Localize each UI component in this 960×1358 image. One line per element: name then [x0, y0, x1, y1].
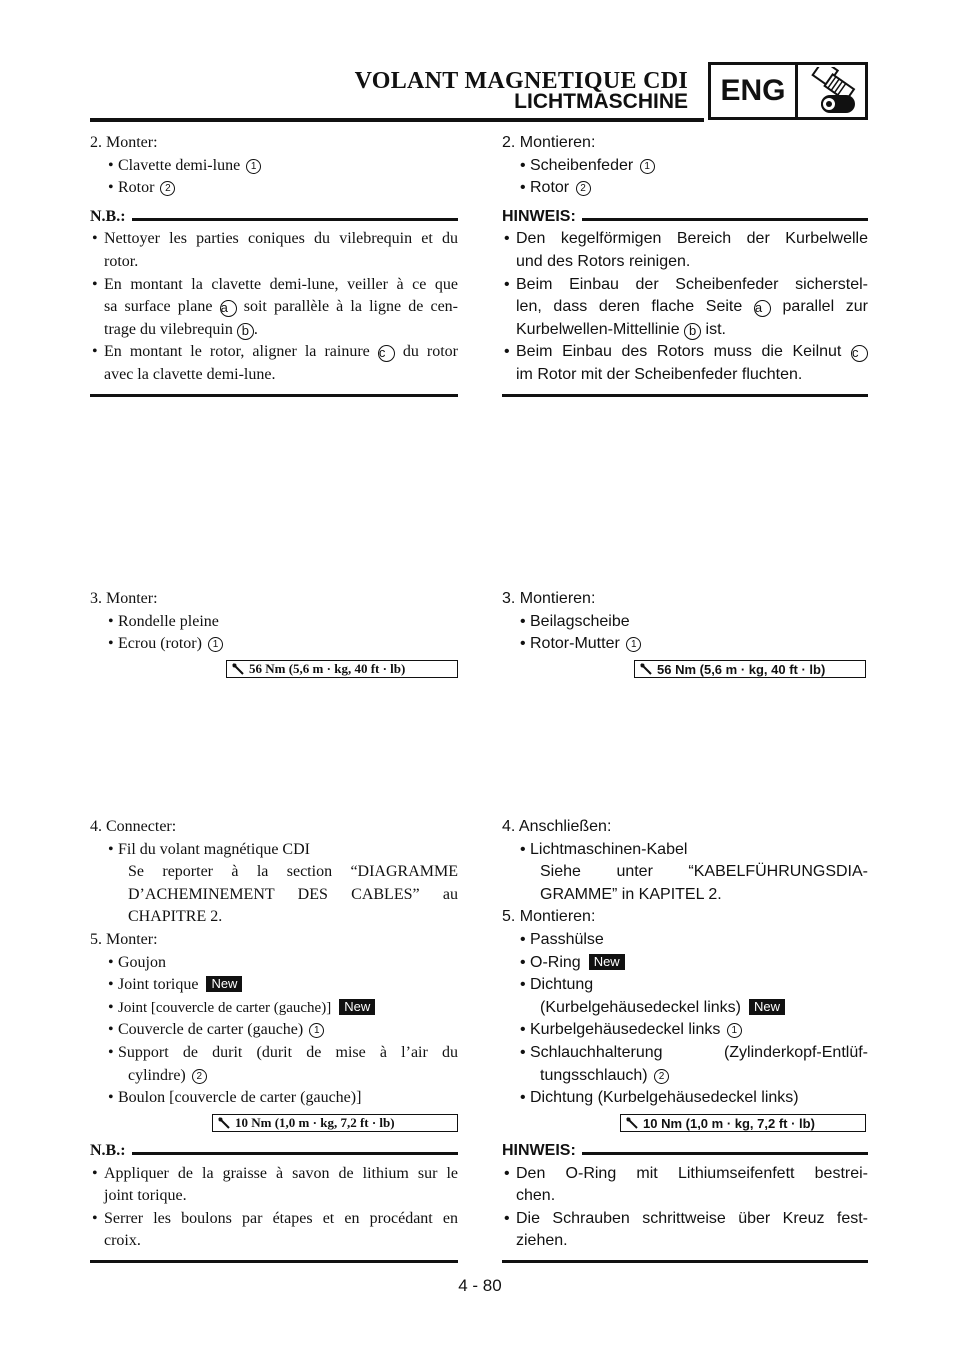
note-text: Beim Einbau des Rotors muss die Keilnut — [516, 343, 842, 361]
note-line: ziehen. — [516, 1232, 568, 1250]
item-text: Scheibenfeder — [530, 156, 634, 174]
note-line: croix. — [104, 1232, 141, 1250]
note-header — [90, 1140, 458, 1163]
note-label: N.B.: — [90, 207, 126, 225]
note-header — [502, 1140, 868, 1163]
ref-number: 1 — [208, 637, 223, 652]
item-text: Couvercle de carter (gauche) — [118, 1021, 304, 1039]
note-item — [502, 341, 868, 386]
engine-bolt-icon — [798, 65, 865, 117]
note-item — [90, 274, 458, 342]
ref-letter: b — [237, 323, 254, 340]
note-line: • Die Schrauben schrittweise über Kreuz fest- — [516, 1209, 868, 1227]
note-line: • Beim Einbau der Scheibenfeder sicherstel- — [516, 275, 868, 293]
note-line: • Den O-Ring mit Lithiumseifenfett bestrei- — [516, 1164, 868, 1182]
list-item — [502, 929, 868, 952]
note-label: HINWEIS: — [502, 207, 576, 225]
list-item — [502, 177, 868, 200]
note-header — [502, 206, 868, 229]
note-line — [104, 296, 458, 319]
right-step3-block — [502, 588, 868, 656]
list-item — [90, 997, 458, 1020]
ref-number: 1 — [727, 1023, 742, 1038]
item-text: tungsschlauch) — [540, 1066, 648, 1084]
note-text: ist. — [705, 320, 726, 338]
list-item: • Support de durit (durit de mise à l’air du — [90, 1042, 458, 1065]
note-line — [516, 319, 868, 342]
divider — [132, 1152, 458, 1155]
left-step3-block — [90, 588, 458, 656]
note-text: trage du vilebrequin — [104, 320, 233, 338]
list-item — [502, 839, 868, 862]
item-text: Beilagscheibe — [530, 612, 630, 630]
right-step2-block — [502, 132, 868, 397]
item-text: Rotor — [118, 179, 155, 197]
header-title-de: LICHTMASCHINE — [514, 90, 688, 113]
torque-spec — [226, 660, 458, 678]
note-item — [502, 1163, 868, 1208]
divider — [132, 218, 458, 221]
item-line: Siehe unter “KABELFÜHRUNGSDIA- — [540, 863, 868, 881]
note-text: . — [253, 320, 258, 338]
item-line: GRAMME” in KAPITEL 2. — [540, 885, 722, 903]
right-note2-block — [502, 1140, 868, 1263]
ref-letter: c — [851, 345, 868, 362]
item-text: (Kurbelgehäusedeckel links) — [540, 998, 741, 1016]
list-item — [502, 952, 868, 975]
note-line: joint torique. — [104, 1187, 187, 1205]
torque-spec — [634, 660, 866, 678]
note-text: du rotor — [402, 343, 459, 361]
section-badge — [708, 62, 868, 120]
torque-value: 10 Nm (1,0 m · kg, 7,2 ft · lb) — [235, 1115, 395, 1130]
ref-number: 1 — [640, 159, 655, 174]
note-line — [516, 296, 868, 319]
list-item — [502, 611, 868, 634]
item-text: Rotor — [530, 179, 570, 197]
note-line: • Serrer les boulons par étapes et en procédant en — [104, 1209, 458, 1227]
step-title: 3. Montieren: — [502, 590, 596, 607]
ref-number: 2 — [160, 181, 175, 196]
note-text: len, dass deren flache Seite — [516, 298, 743, 316]
left-step4-block — [90, 816, 458, 1110]
item-text: Clavette demi-lune — [118, 156, 241, 174]
note-line: • Den kegelförmigen Bereich der Kurbelwelle — [516, 230, 868, 248]
header-title-fr: VOLANT MAGNETIQUE CDI — [354, 68, 688, 94]
torque-spec — [620, 1114, 866, 1132]
list-item — [502, 633, 868, 656]
right-step4-block — [502, 816, 868, 1110]
note-line: • En montant la clavette demi-lune, veiller à ce que — [104, 275, 458, 293]
left-note2-block — [90, 1140, 458, 1263]
header-rule — [90, 118, 704, 122]
item-line: D’ACHEMINEMENT DES CABLES” au — [128, 885, 458, 903]
item-text: Passhülse — [530, 930, 604, 948]
note-item — [502, 1208, 868, 1253]
note-line: im Rotor mit der Scheibenfeder fluchten. — [516, 365, 803, 383]
note-line: avec la clavette demi-lune. — [104, 365, 276, 383]
list-item — [502, 974, 868, 997]
note-label: N.B.: — [90, 1142, 126, 1159]
torque-wrench-icon — [635, 663, 657, 675]
note-item — [90, 228, 458, 273]
step-title: 3. Monter: — [90, 590, 158, 607]
torque-wrench-icon — [227, 663, 249, 675]
step-title: 4. Connecter: — [90, 818, 177, 835]
ref-letter: b — [684, 323, 701, 340]
item-text: Lichtmaschinen-Kabel — [530, 840, 688, 858]
item-text: Goujon — [118, 953, 166, 971]
note-line — [104, 341, 458, 364]
list-item — [90, 952, 458, 975]
step-title: 5. Montieren: — [502, 908, 596, 926]
item-text: Boulon [couvercle de carter (gauche)] — [118, 1089, 362, 1107]
note-line: rotor. — [104, 252, 139, 270]
note-text: parallel zur — [782, 298, 868, 316]
note-text: soit parallèle à la ligne de cen- — [243, 298, 458, 316]
item-text: cylindre) — [128, 1066, 186, 1084]
torque-wrench-icon — [213, 1117, 235, 1129]
item-text: Dichtung — [530, 976, 594, 994]
divider — [582, 1152, 868, 1155]
list-item — [90, 839, 458, 862]
ref-letter: a — [220, 300, 237, 317]
list-item: • Schlauchhalterung (Zylinderkopf-Entlüf- — [502, 1042, 868, 1065]
note-text: Kurbelwellen-Mittellinie — [516, 320, 680, 338]
note-item — [90, 1208, 458, 1253]
item-line — [502, 997, 868, 1020]
step-title: 2. Monter: — [90, 134, 158, 151]
note-line: • Nettoyer les parties coniques du vilebrequin et du — [104, 230, 458, 248]
item-text: Rondelle pleine — [118, 612, 219, 630]
item-line — [90, 1065, 458, 1088]
list-item — [502, 1087, 868, 1110]
list-item — [90, 974, 458, 997]
note-end-rule — [90, 1260, 458, 1263]
note-line: chen. — [516, 1187, 556, 1205]
item-text: Joint torique — [118, 976, 199, 994]
new-part-badge: New — [339, 999, 375, 1015]
list-item — [90, 155, 458, 178]
step-title: 2. Montieren: — [502, 134, 596, 151]
item-text: O-Ring — [530, 953, 581, 971]
list-item — [90, 177, 458, 200]
item-text: Kurbelgehäusedeckel links — [530, 1021, 721, 1039]
list-item — [90, 611, 458, 634]
ref-number: 2 — [576, 181, 591, 196]
item-text: Joint [couvercle de carter (gauche)] — [118, 999, 332, 1016]
note-line: • Appliquer de la graisse à savon de lithium sur le — [104, 1164, 458, 1182]
note-end-rule — [90, 394, 458, 397]
note-item — [90, 1163, 458, 1208]
item-line: CHAPITRE 2. — [128, 908, 223, 926]
item-line — [502, 1065, 868, 1088]
ref-letter: a — [754, 300, 771, 317]
ref-number: 1 — [246, 159, 261, 174]
note-line: und des Rotors reinigen. — [516, 252, 691, 270]
step-title: 4. Anschließen: — [502, 818, 612, 835]
note-end-rule — [502, 394, 868, 397]
new-part-badge: New — [589, 954, 625, 970]
list-item — [90, 633, 458, 656]
ref-letter: c — [378, 345, 395, 362]
new-part-badge: New — [749, 999, 785, 1015]
note-item — [502, 228, 868, 273]
item-text: Rotor-Mutter — [530, 635, 620, 653]
note-end-rule — [502, 1260, 868, 1263]
torque-value: 56 Nm (5,6 m · kg, 40 ft · lb) — [249, 661, 406, 676]
step-title: 5. Monter: — [90, 930, 158, 948]
page-number: 4 - 80 — [458, 1276, 502, 1295]
item-text: Ecrou (rotor) — [118, 635, 202, 653]
new-part-badge: New — [206, 976, 242, 992]
torque-spec — [212, 1114, 458, 1132]
list-item — [90, 1019, 458, 1042]
note-text: sa surface plane — [104, 298, 213, 316]
list-item — [502, 1019, 868, 1042]
note-item — [502, 274, 868, 342]
item-text: Fil du volant magnétique CDI — [118, 840, 310, 858]
item-line: Se reporter à la section “DIAGRAMME — [128, 863, 458, 881]
left-step2-block — [90, 132, 458, 397]
ref-number: 2 — [192, 1069, 207, 1084]
note-line — [104, 319, 458, 342]
ref-number: 1 — [626, 637, 641, 652]
note-header — [90, 206, 458, 229]
note-label: HINWEIS: — [502, 1142, 576, 1159]
ref-number: 2 — [654, 1069, 669, 1084]
item-text: Dichtung (Kurbelgehäusedeckel links) — [530, 1089, 799, 1107]
list-item — [502, 155, 868, 178]
note-line — [516, 341, 868, 364]
ref-number: 1 — [309, 1023, 324, 1038]
list-item — [90, 1087, 458, 1110]
badge-eng-label: ENG — [711, 65, 798, 117]
torque-wrench-icon — [621, 1117, 643, 1129]
divider — [582, 218, 868, 221]
torque-value: 10 Nm (1,0 m · kg, 7,2 ft · lb) — [643, 1115, 815, 1131]
torque-value: 56 Nm (5,6 m · kg, 40 ft · lb) — [657, 661, 826, 677]
note-text: En montant le rotor, aligner la rainure — [104, 343, 370, 361]
note-item — [90, 341, 458, 386]
